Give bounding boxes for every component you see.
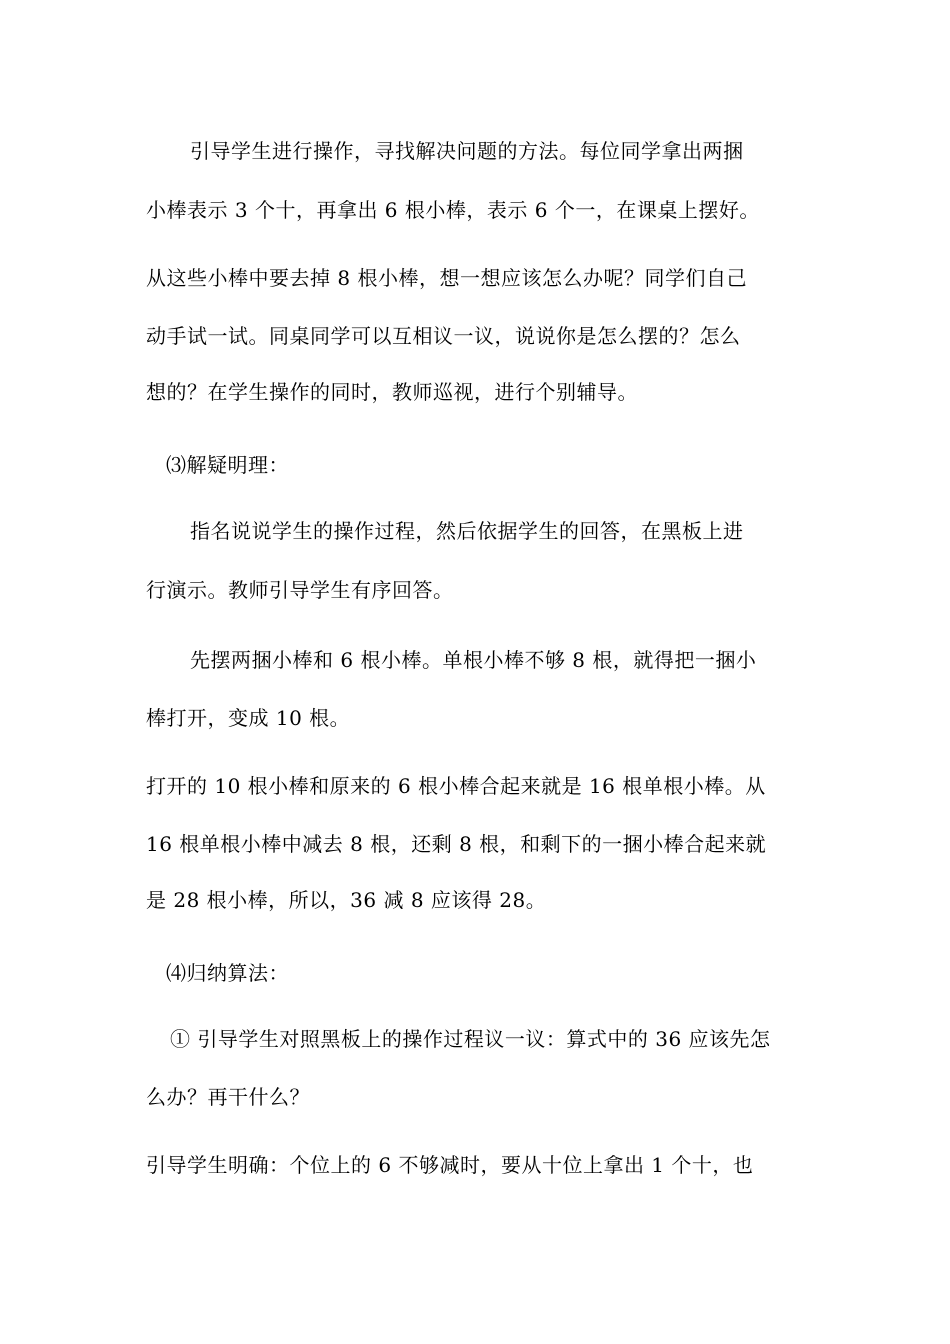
paragraph-line-16: 么办？再干什么？ [146, 1085, 310, 1109]
paragraph-line-3: 从这些小棒中要去掉 8 根小棒，想一想应该怎么办呢？同学们自己 [146, 266, 747, 290]
paragraph-line-8: 行演示。教师引导学生有序回答。 [146, 578, 454, 602]
paragraph-line-17: 引导学生明确：个位上的 6 不够减时，要从十位上拿出 1 个十，也 [146, 1153, 754, 1177]
paragraph-line-12: 16 根单根小棒中减去 8 根，还剩 8 根，和剩下的一捆小棒合起来就 [146, 832, 767, 856]
section-heading-3: ⑶解疑明理： [166, 453, 289, 477]
paragraph-line-9: 先摆两捆小棒和 6 根小棒。单根小棒不够 8 根，就得把一捆小 [190, 648, 757, 672]
paragraph-line-13: 是 28 根小棒，所以，36 减 8 应该得 28。 [146, 888, 547, 912]
section-heading-4: ⑷归纳算法： [166, 961, 289, 985]
paragraph-line-5: 想的？在学生操作的同时，教师巡视，进行个别辅导。 [146, 380, 638, 404]
paragraph-line-7: 指名说说学生的操作过程，然后依据学生的回答，在黑板上进 [190, 519, 744, 543]
paragraph-line-1: 引导学生进行操作，寻找解决问题的方法。每位同学拿出两捆 [190, 139, 744, 163]
paragraph-line-2: 小棒表示 3 个十，再拿出 6 根小棒，表示 6 个一，在课桌上摆好。 [146, 198, 760, 222]
paragraph-line-11: 打开的 10 根小棒和原来的 6 根小棒合起来就是 16 根单根小棒。从 [146, 774, 766, 798]
paragraph-line-15: ① 引导学生对照黑板上的操作过程议一议：算式中的 36 应该先怎 [170, 1027, 771, 1051]
paragraph-line-10: 棒打开，变成 10 根。 [146, 706, 351, 730]
paragraph-line-4: 动手试一试。同桌同学可以互相议一议，说说你是怎么摆的？怎么 [146, 324, 741, 348]
